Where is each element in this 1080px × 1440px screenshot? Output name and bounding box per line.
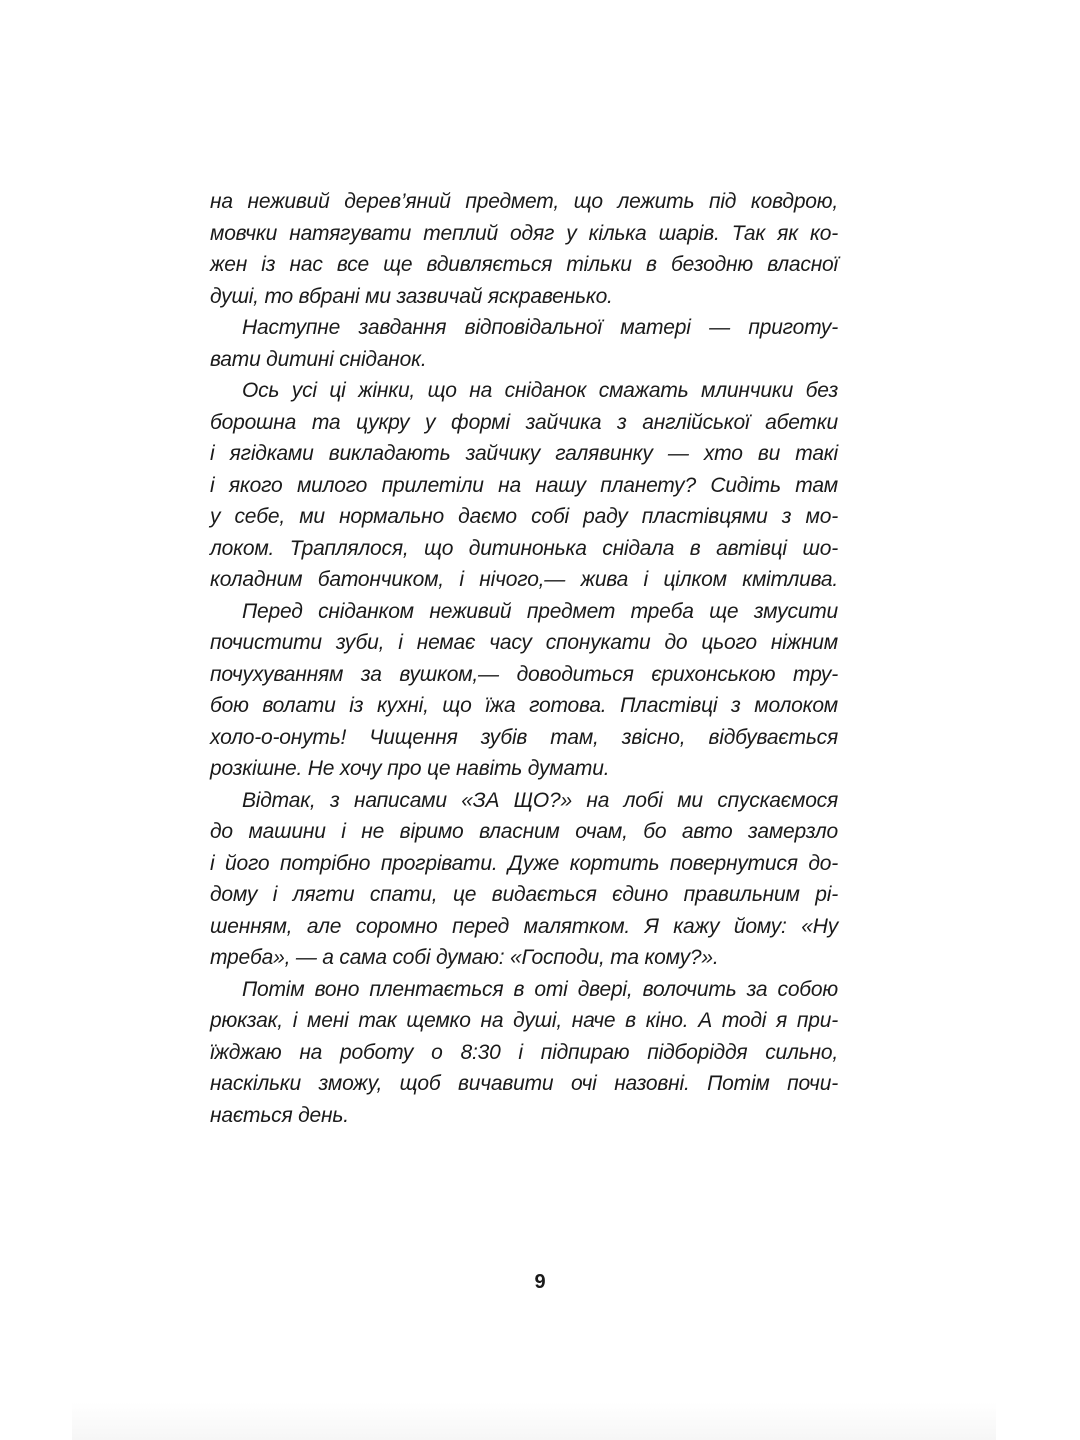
text-line: рюкзак, і мені так щемко на душі, наче в кіно. А тоді я при- — [210, 1009, 838, 1032]
text-line: розкішне. Не хочу про це навіть думати. — [210, 757, 610, 780]
text-line: почистити зуби, і немає часу спонукати до цього ніжним — [210, 631, 838, 654]
paragraph-start-line: Ось усі ці жінки, що на сніданок смажать млинчики без — [242, 379, 838, 402]
text-line: вати дитині сніданок. — [210, 347, 427, 371]
paragraph-start-line: Потім воно плентається в оті двері, волочить за собою — [242, 977, 838, 1001]
text-line: до машини і не віримо власним очам, бо авто замерзло — [210, 820, 838, 843]
paragraph-start-line: Відтак, з написами «ЗА ЩО?» на лобі ми спускаємося — [242, 788, 838, 812]
text-line: бою волати із кухні, що їжа готова. Пластівці з молоком — [210, 694, 838, 717]
text-line: душі, то вбрані ми зазвичай яскравенько. — [210, 284, 613, 308]
text-line: дому і лягти спати, це видається єдино правильним рі- — [210, 883, 838, 906]
text-line: жен із нас все ще вдивляється тільки в безодню власної — [210, 253, 838, 276]
page-number: 9 — [534, 1271, 546, 1293]
body-text — [210, 186, 838, 1131]
page-bottom-shadow — [72, 1402, 996, 1440]
text-line: треба», — а сама собі думаю: «Господи, та кому?». — [210, 946, 719, 969]
text-line: їжджаю на роботу о 8:30 і підпираю підборіддя сильно, — [210, 1040, 838, 1064]
text-line: і якого милого прилетіли на нашу планету? Сидіть там — [210, 473, 838, 497]
paragraph-start-line: Наступне завдання відповідальної матері — приготу- — [242, 316, 838, 339]
text-line: борошна та цукру у формі зайчика з англійської абетки — [210, 410, 838, 434]
text-line: і його потрібно прогрівати. Дуже кортить повернутися до- — [210, 851, 838, 875]
text-line: наскільки зможу, щоб вичавити очі назовні. Потім почи- — [210, 1072, 838, 1095]
text-line: почухуванням за вушком,— доводиться єрихонською тру- — [210, 662, 838, 686]
text-line: локом. Траплялося, що дитинонька снідала в автівці шо- — [210, 536, 838, 560]
text-line: мовчки натягувати теплий одяг у кілька шарів. Так як ко- — [210, 221, 838, 245]
text-line: шенням, але соромно перед малятком. Я кажу йому: «Ну — [210, 914, 838, 938]
paragraph-start-line: Перед сніданком неживий предмет треба ще змусити — [242, 599, 838, 623]
text-line: холо-о-онуть! Чищення зубів там, звісно, відбувається — [210, 725, 838, 749]
text-line: і ягідками викладають зайчику галявинку — хто ви такі — [210, 442, 838, 465]
text-line: на неживий дерев’яний предмет, що лежить під ковдрою, — [210, 190, 838, 213]
text-line: нається день. — [210, 1103, 349, 1127]
text-line: коладним батончиком, і нічого,— жива і цілком кмітлива. — [210, 568, 838, 591]
text-line: у себе, ми нормально даємо собі раду пластівцями з мо- — [210, 505, 838, 528]
